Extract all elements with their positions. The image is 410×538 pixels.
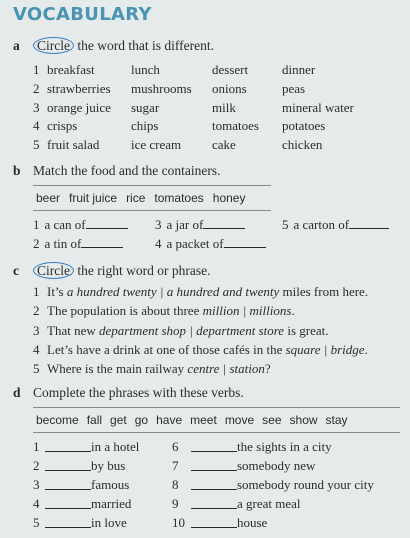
option-separator: | xyxy=(320,341,331,357)
word-option: sugar xyxy=(131,99,160,115)
section-a-instruction xyxy=(33,37,214,54)
section-c-instruction xyxy=(33,262,210,279)
answer-blank xyxy=(224,237,266,248)
container-item xyxy=(33,217,128,234)
sentence-row xyxy=(33,361,271,377)
phrase-option-1: square xyxy=(285,341,321,357)
answer-blank xyxy=(191,477,237,490)
verb-word: move xyxy=(224,413,255,427)
item-number: 3 xyxy=(155,217,162,232)
word-option: cake xyxy=(212,137,236,153)
sentence-row xyxy=(33,342,368,358)
item-number: 1 xyxy=(33,217,40,232)
sentence-end: . xyxy=(291,303,295,319)
item-number: 6 xyxy=(172,439,179,454)
sentence-start: That new xyxy=(47,322,99,338)
phrase-text: somebody new xyxy=(237,458,316,473)
phrase-option-2: station xyxy=(229,361,265,377)
answer-blank xyxy=(81,237,123,248)
section-b-instruction: Match the food and the containers. xyxy=(33,163,221,178)
verb-word: stay xyxy=(325,413,348,427)
item-number: 5 xyxy=(33,137,40,153)
section-b-letter: b xyxy=(13,163,21,178)
container-item xyxy=(282,217,389,234)
sentence-start: Where is the main railway xyxy=(47,361,188,377)
container-item xyxy=(155,236,266,253)
item-number: 3 xyxy=(33,99,40,115)
item-number: 3 xyxy=(33,322,40,338)
item-number: 1 xyxy=(33,439,40,454)
answer-blank xyxy=(191,458,237,471)
word-option: ice cream xyxy=(131,137,182,153)
item-number: 2 xyxy=(33,80,40,96)
section-d-verbs xyxy=(36,413,356,427)
word-option: potatoes xyxy=(282,118,326,134)
item-text: a carton of xyxy=(293,217,350,232)
phrase-option-1: a hundred twenty xyxy=(66,284,157,299)
phrase-text: married xyxy=(91,496,132,511)
sentence-row xyxy=(33,323,328,339)
item-number: 5 xyxy=(282,217,289,232)
word-option: lunch xyxy=(131,62,160,77)
item-number: 2 xyxy=(33,236,40,251)
phrase-row xyxy=(0,496,410,514)
sentence-start: The population is about three xyxy=(47,303,203,319)
word-option: milk xyxy=(212,99,236,115)
verb-word: become xyxy=(36,413,79,427)
word-option: dessert xyxy=(212,62,249,77)
sentence-row xyxy=(33,284,368,300)
sentence-text xyxy=(47,303,295,318)
answer-blank xyxy=(191,496,237,509)
word-option: mushrooms xyxy=(131,80,192,96)
item-number: 5 xyxy=(33,515,40,530)
circle-word: Circle xyxy=(33,37,74,54)
word-option: chicken xyxy=(282,137,323,153)
item-number: 7 xyxy=(172,458,179,473)
section-c-instruction-text: the right word or phrase. xyxy=(77,263,211,278)
sentence-end: is great. xyxy=(284,322,329,338)
food-word: fruit juice xyxy=(69,191,118,205)
verb-word: go xyxy=(134,413,149,427)
option-separator: | xyxy=(186,322,197,338)
verb-word: get xyxy=(110,413,127,427)
word-option: peas xyxy=(282,80,306,96)
item-number: 1 xyxy=(33,284,40,299)
section-d-letter: d xyxy=(13,385,21,400)
sentence-row xyxy=(33,303,295,319)
verb-word: show xyxy=(289,413,318,427)
phrase-option-1: million xyxy=(202,303,240,319)
food-word: beer xyxy=(36,191,61,205)
phrase-text: famous xyxy=(91,477,130,492)
sentence-end: . xyxy=(364,341,368,357)
phrase-text: by bus xyxy=(91,458,126,473)
option-separator: | xyxy=(219,361,230,377)
phrase-option-2: a hundred and twenty xyxy=(166,284,280,299)
section-a-letter: a xyxy=(13,38,20,53)
item-number: 2 xyxy=(33,458,40,473)
phrase-text: the sights in a city xyxy=(237,439,332,454)
food-word: tomatoes xyxy=(154,191,204,205)
item-number: 5 xyxy=(33,361,40,377)
verb-word: fall xyxy=(86,413,103,427)
word-option: fruit salad xyxy=(47,137,100,153)
sentence-end: miles from here. xyxy=(279,284,369,299)
phrase-text: in a hotel xyxy=(91,439,140,454)
item-text: a packet of xyxy=(166,236,224,251)
phrase-option-2: bridge xyxy=(330,341,365,357)
phrase-row xyxy=(0,458,410,476)
item-number: 4 xyxy=(155,236,162,251)
item-number: 10 xyxy=(172,515,185,530)
item-number: 8 xyxy=(172,477,179,492)
sentence-text xyxy=(47,323,328,338)
item-number: 3 xyxy=(33,477,40,492)
word-option: dinner xyxy=(282,62,316,77)
food-word: rice xyxy=(126,191,146,205)
word-option: chips xyxy=(131,118,159,134)
phrase-text: somebody round your city xyxy=(237,477,374,492)
page-title: VOCABULARY xyxy=(13,4,152,25)
item-text: a jar of xyxy=(166,217,204,232)
phrase-text: in love xyxy=(91,515,127,530)
section-d-verb-box xyxy=(33,407,400,433)
option-separator: | xyxy=(239,303,250,319)
section-a-instruction-text: the word that is different. xyxy=(77,38,214,53)
item-number: 1 xyxy=(33,62,40,77)
answer-blank xyxy=(349,218,389,229)
section-b-word-box xyxy=(33,185,271,211)
item-number: 9 xyxy=(172,496,179,511)
food-word: honey xyxy=(212,191,246,205)
phrase-row xyxy=(0,439,410,457)
verb-word: have xyxy=(156,413,183,427)
phrase-option-1: centre xyxy=(187,361,220,377)
sentence-text xyxy=(47,284,368,299)
word-option: crisps xyxy=(47,118,78,134)
sentence-text xyxy=(47,342,368,357)
verb-word: see xyxy=(262,413,282,427)
answer-blank xyxy=(191,515,237,528)
phrase-option-1: department shop xyxy=(98,322,187,338)
container-item xyxy=(155,217,245,234)
phrase-option-2: department store xyxy=(196,322,285,338)
sentence-end: ? xyxy=(264,361,271,377)
item-number: 4 xyxy=(33,341,40,357)
phrase-row xyxy=(0,477,410,495)
phrase-text: house xyxy=(237,515,268,530)
answer-blank xyxy=(203,218,245,229)
phrase-option-2: millions xyxy=(249,303,292,319)
verb-word: meet xyxy=(190,413,217,427)
answer-blank xyxy=(191,439,237,452)
item-number: 4 xyxy=(33,118,40,134)
answer-blank xyxy=(86,218,128,229)
word-option: strawberries xyxy=(47,80,111,96)
item-number: 4 xyxy=(33,496,40,511)
item-number: 2 xyxy=(33,303,40,319)
word-option: orange juice xyxy=(47,99,111,115)
word-option: tomatoes xyxy=(212,118,259,134)
phrase-row xyxy=(0,515,410,533)
section-c-letter: c xyxy=(13,263,19,278)
section-b-words xyxy=(36,191,254,205)
word-option: breakfast xyxy=(47,62,95,77)
item-text: a can of xyxy=(44,217,86,232)
phrase-text: a great meal xyxy=(237,496,301,511)
sentence-start: Let’s have a drink at one of those cafés in the xyxy=(47,341,286,357)
circle-word: Circle xyxy=(33,262,74,279)
sentence-text xyxy=(47,361,271,376)
sentence-start: It’s xyxy=(47,284,67,299)
word-option: onions xyxy=(212,80,247,96)
item-text: a tin of xyxy=(44,236,82,251)
option-separator: | xyxy=(156,284,167,299)
section-d-instruction: Complete the phrases with these verbs. xyxy=(33,385,244,400)
word-option: mineral water xyxy=(282,99,354,115)
container-item xyxy=(33,236,123,253)
